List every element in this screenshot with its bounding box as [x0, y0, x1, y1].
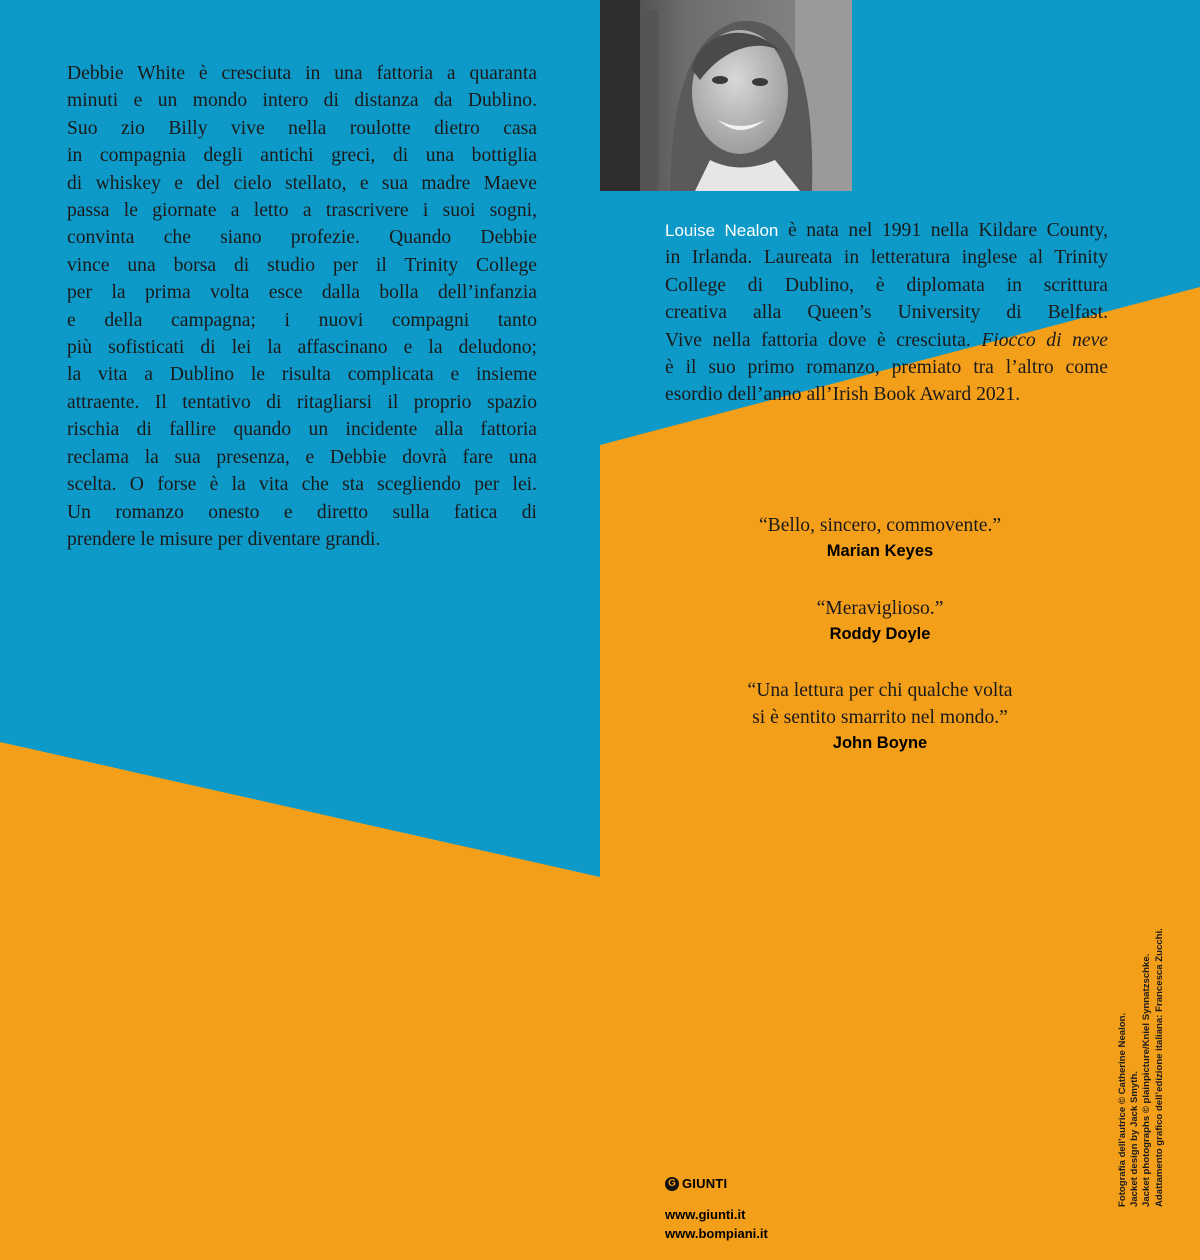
synopsis-line: prendere le misure per diventare grandi.: [67, 528, 381, 550]
quote-text: “Bello, sincero, commovente.”: [758, 515, 1002, 536]
bio-line: è il suo primo romanzo, premiato tra l’altro come: [665, 357, 1108, 379]
bio-line: creativa alla Queen’s University di Belfast.: [665, 302, 1108, 324]
synopsis-line: vince una borsa di studio per il Trinity College: [67, 254, 537, 276]
synopsis-line: la vita a Dublino le risulta complicata e insieme: [67, 364, 537, 386]
quote-text: si è sentito smarrito nel mondo.”: [752, 707, 1008, 728]
review-quote: [660, 595, 1100, 646]
publisher-logo: [665, 1176, 768, 1191]
synopsis-line: convinta che siano profezie. Quando Debbie: [67, 227, 537, 249]
synopsis-line: e della campagna; i nuovi compagni tanto: [67, 309, 537, 331]
publisher-info: [665, 1176, 768, 1243]
synopsis-line: scelta. O forse è la vita che sta scegliendo per lei.: [67, 474, 537, 496]
quote-author: Roddy Doyle: [829, 625, 931, 643]
synopsis-line: minuti e un mondo intero di distanza da Dublino.: [67, 90, 537, 112]
synopsis-line: Un romanzo onesto e diretto sulla fatica di: [67, 501, 537, 523]
bio-line: in Irlanda. Laureata in letteratura inglese al Trinity: [665, 247, 1108, 269]
credit-line: Jacket design by Jack Smyth.: [1129, 1071, 1141, 1207]
review-quote: [660, 677, 1100, 755]
author-photo: [600, 0, 852, 191]
quote-text: “Una lettura per chi qualche volta: [747, 680, 1013, 701]
quote-text: “Meraviglioso.”: [816, 598, 944, 619]
synopsis-line: Debbie White è cresciuta in una fattoria a quaranta: [67, 63, 537, 84]
credit-line: Fotografia dell’autrice © Catherine Nealon.: [1117, 1012, 1128, 1207]
book-title: Fiocco di neve: [981, 329, 1108, 351]
bio-line: esordio dell’anno all’Irish Book Award 2021.: [665, 384, 1021, 406]
website-link[interactable]: www.bompiani.it: [665, 1226, 768, 1241]
synopsis-line: più sofisticati di lei la affascinano e la deludono;: [67, 337, 537, 359]
credit-line: Adattamento grafico dell’edizione italiana: Francesca Zucchi.: [1153, 928, 1165, 1207]
synopsis-line: reclama la sua presenza, e Debbie dovrà fare una: [67, 446, 537, 468]
author-photo-image: [600, 0, 852, 191]
author-name: Louise Nealon: [665, 221, 779, 240]
synopsis-line: attraente. Il tentativo di ritagliarsi il proprio spazio: [67, 391, 537, 413]
synopsis-line: in compagnia degli antichi greci, di una bottiglia: [67, 145, 537, 167]
synopsis-line: Suo zio Billy vive nella roulotte dietro casa: [67, 117, 537, 139]
publisher-name: GIUNTI: [682, 1176, 728, 1191]
bio-line: Louise Nealon è nata nel 1991 nella Kildare County,: [665, 220, 1108, 241]
bio-line: Vive nella fattoria dove è cresciuta. Fiocco di neve: [665, 329, 1108, 351]
book-synopsis: [67, 60, 537, 553]
quote-author: Marian Keyes: [826, 542, 934, 560]
giunti-logo-icon: G: [665, 1177, 679, 1191]
synopsis-line: di whiskey e del cielo stellato, e sua madre Maeve: [67, 172, 537, 194]
credits-text: [1117, 787, 1166, 1207]
synopsis-line: rischia di fallire quando un incidente alla fattoria: [67, 419, 537, 441]
synopsis-line: passa le giornate a letto a trascrivere i suoi sogni,: [67, 200, 537, 222]
synopsis-line: per la prima volta esce dalla bolla dell’infanzia: [67, 282, 537, 304]
review-quote: [660, 512, 1100, 563]
bio-line: College di Dublino, è diplomata in scrittura: [665, 274, 1108, 296]
website-link[interactable]: www.giunti.it: [665, 1207, 746, 1222]
author-bio: [665, 217, 1108, 409]
quote-author: John Boyne: [832, 734, 928, 752]
credit-line: Jacket photographs © plainpicture/Kniel Synnatzschke.: [1141, 953, 1153, 1207]
